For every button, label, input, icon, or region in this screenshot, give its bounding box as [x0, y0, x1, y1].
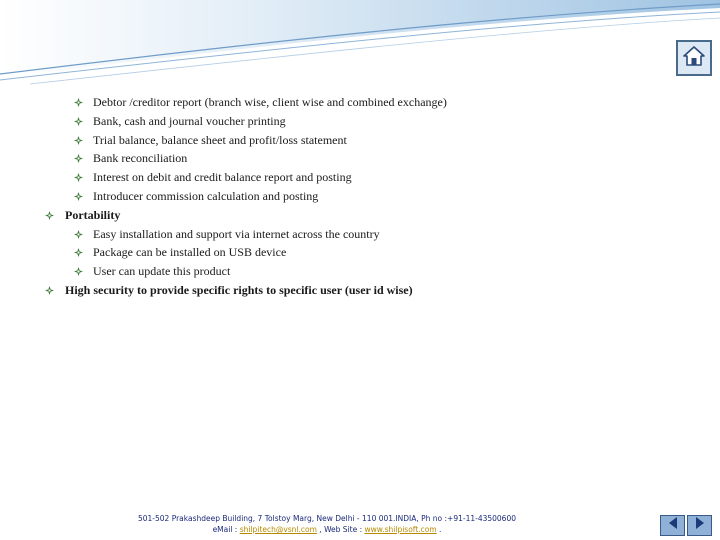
list-item-text: Bank reconciliation	[93, 151, 188, 166]
list-item	[44, 93, 664, 112]
footer	[60, 513, 594, 535]
diamond-bullet-icon	[74, 248, 83, 257]
footer-end: .	[436, 525, 442, 534]
website-label: , Web Site :	[316, 525, 365, 534]
list-item	[44, 262, 664, 281]
diamond-bullet-icon	[74, 117, 83, 126]
list-item	[44, 243, 664, 262]
footer-contact	[60, 524, 594, 535]
list-item-text: Debtor /creditor report (branch wise, client wise and combined exchange)	[93, 95, 447, 109]
list-item-text: Interest on debit and credit balance report and posting	[93, 170, 352, 185]
slide-navigation	[660, 515, 712, 536]
list-item	[44, 281, 664, 300]
next-arrow-icon	[693, 516, 707, 535]
list-item-text: Easy installation and support via internet across the country	[93, 226, 380, 241]
list-item	[44, 131, 664, 150]
diamond-bullet-icon	[45, 211, 54, 220]
header-swoosh	[0, 0, 720, 90]
email-label: eMail :	[212, 525, 240, 534]
diamond-bullet-icon	[74, 154, 83, 163]
diamond-bullet-icon	[74, 136, 83, 145]
list-item	[44, 206, 664, 225]
previous-button[interactable]	[660, 515, 685, 536]
diamond-bullet-icon	[74, 230, 83, 239]
footer-address: 501-502 Prakashdeep Building, 7 Tolstoy Marg, New Delhi - 110 001.INDIA, Ph no :+91-11-43500600	[137, 514, 517, 523]
website-link[interactable]: www.shilpisoft.com	[364, 525, 437, 534]
diamond-bullet-icon	[74, 98, 83, 107]
home-button[interactable]	[676, 40, 712, 76]
list-item-text: High security to provide specific rights to specific user (user id wise)	[65, 282, 413, 297]
next-button[interactable]	[687, 515, 712, 536]
list-item-text: User can update this product	[93, 264, 231, 279]
list-item-text: Trial balance, balance sheet and profit/loss statement	[93, 132, 347, 147]
list-item	[44, 149, 664, 168]
list-item	[44, 168, 664, 187]
list-item-text: Bank, cash and journal voucher printing	[93, 113, 286, 128]
email-link[interactable]: shilpitech@vsnl.com	[239, 525, 317, 534]
list-item-text: Portability	[65, 207, 121, 222]
previous-arrow-icon	[666, 516, 680, 535]
list-item-text: Package can be installed on USB device	[93, 245, 287, 260]
diamond-bullet-icon	[74, 192, 83, 201]
list-item	[44, 225, 664, 244]
diamond-bullet-icon	[45, 286, 54, 295]
list-item	[44, 187, 664, 206]
list-item-text: Introducer commission calculation and posting	[93, 188, 319, 203]
diamond-bullet-icon	[74, 267, 83, 276]
home-icon	[682, 45, 706, 72]
list-item	[44, 112, 664, 131]
diamond-bullet-icon	[74, 173, 83, 182]
bullet-list	[44, 93, 664, 300]
